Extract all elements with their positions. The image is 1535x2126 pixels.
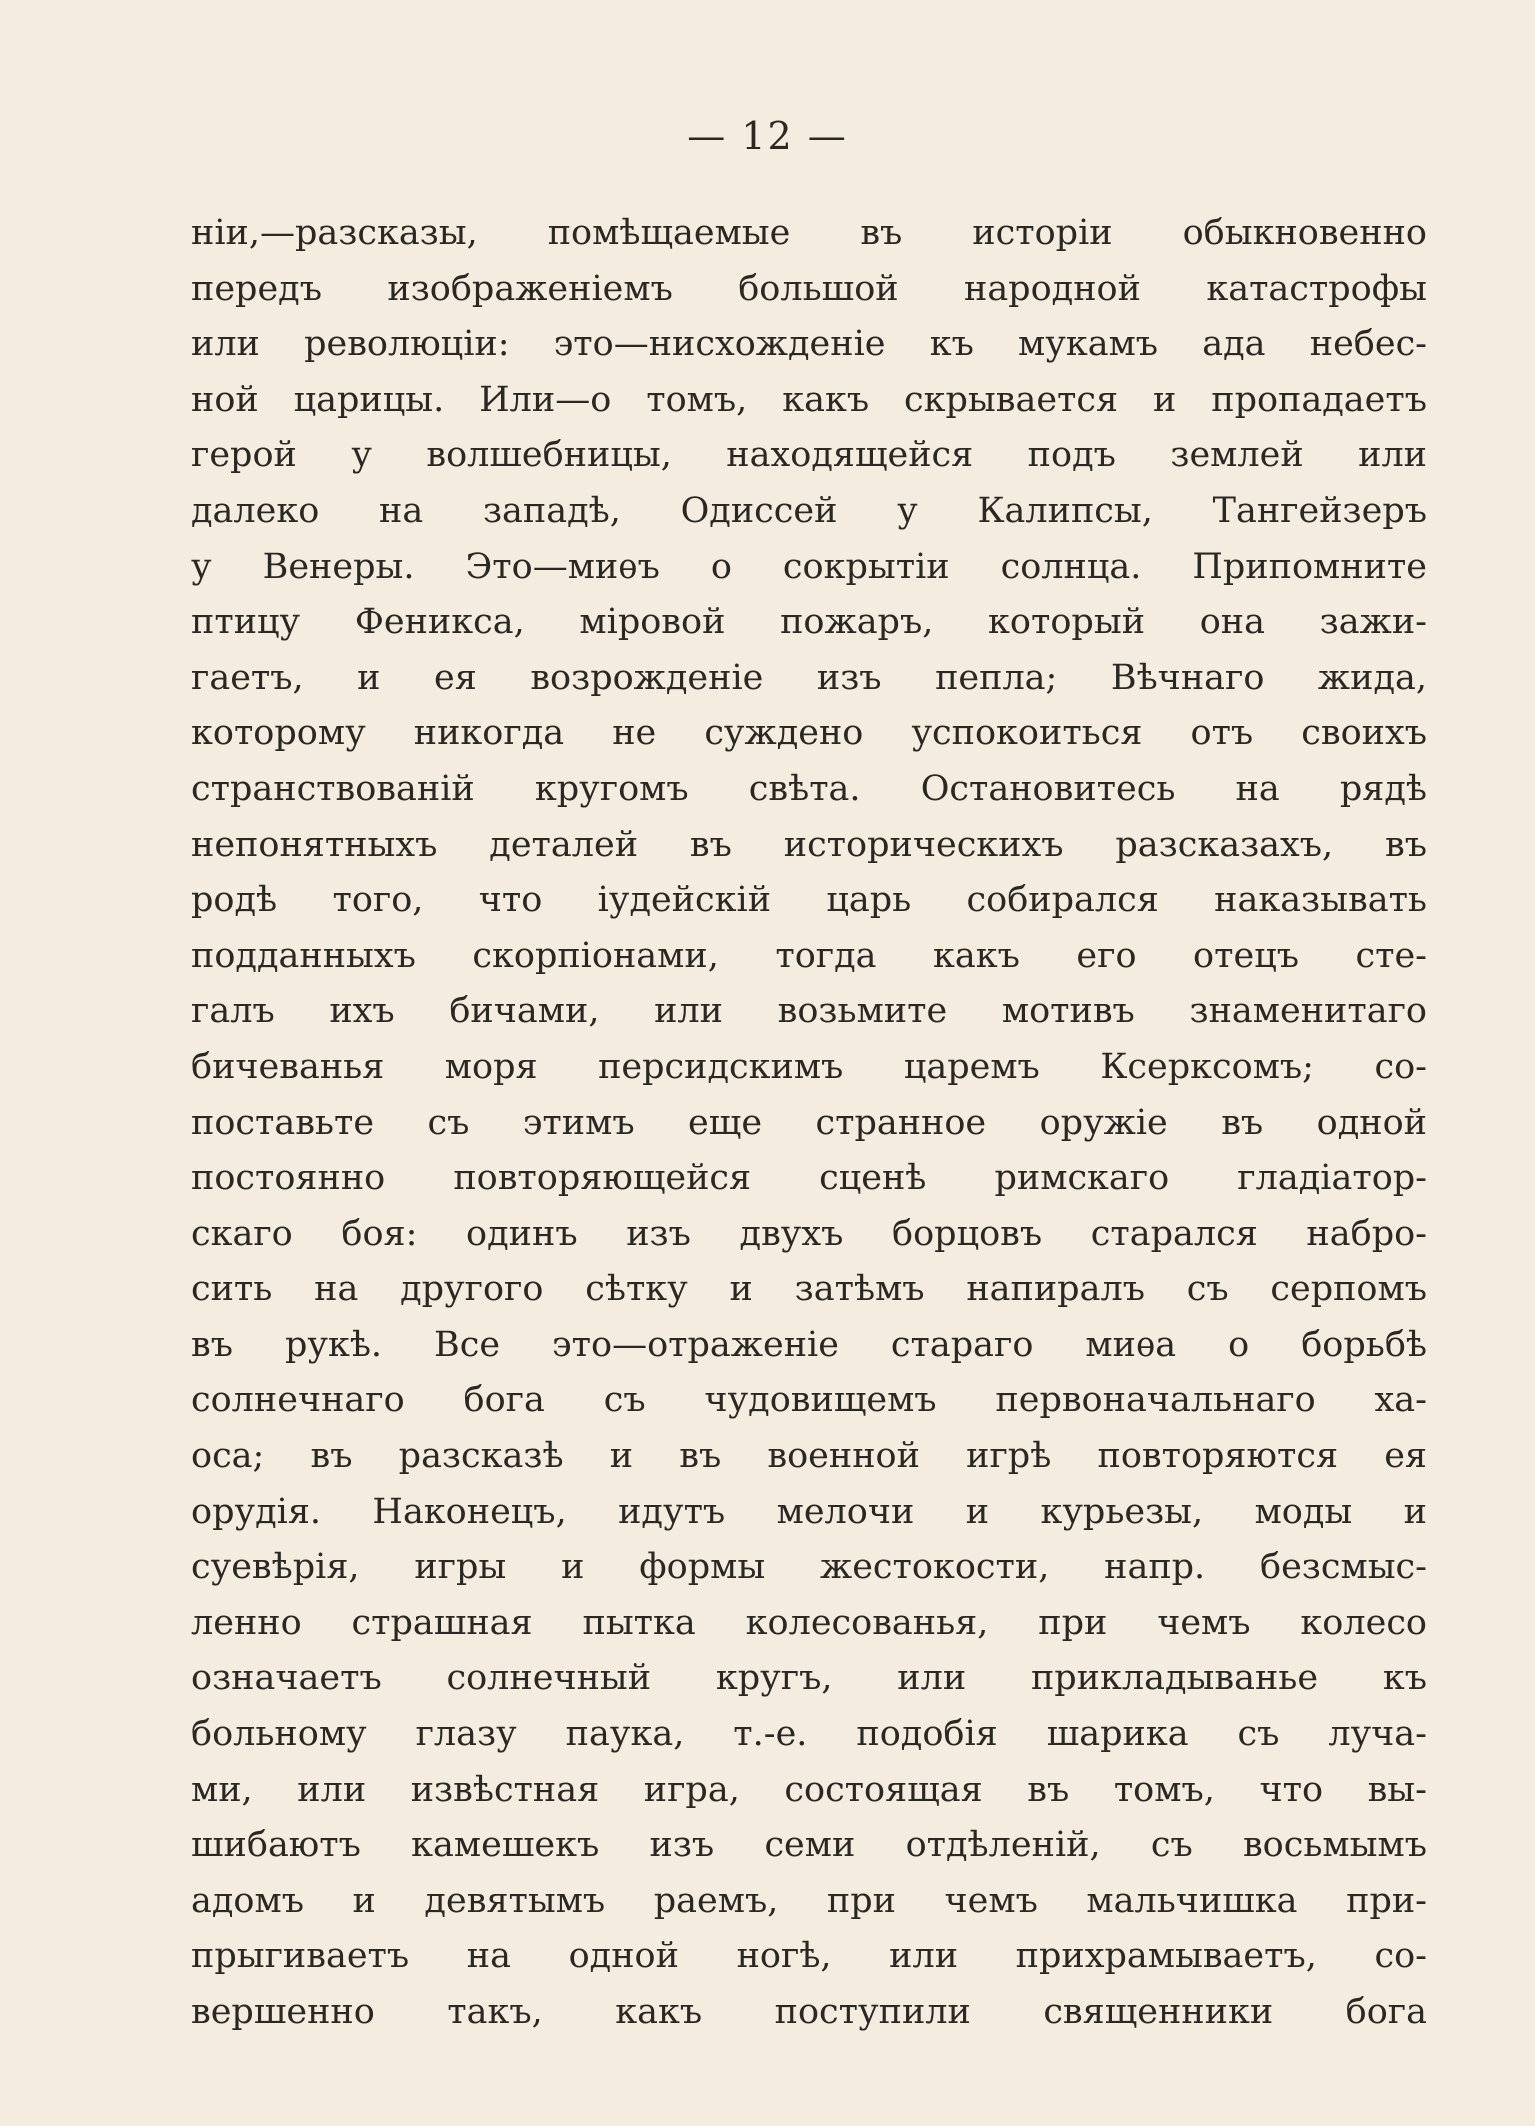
text-line: поставьте съ этимъ еще странное оружiе въ одной bbox=[191, 1102, 1427, 1143]
text-line: или революцiи: это—нисхожденiе къ мукамъ ада небес- bbox=[191, 324, 1427, 365]
text-line: адомъ и девятымъ раемъ, при чемъ мальчишка при- bbox=[191, 1880, 1427, 1921]
body-text bbox=[191, 206, 1427, 2041]
text-line: непонятныхъ деталей въ историческихъ разсказахъ, въ bbox=[191, 824, 1427, 865]
text-line: ной царицы. Или—о томъ, какъ скрывается и пропадаетъ bbox=[191, 379, 1427, 420]
text-line: вершенно такъ, какъ поступили священники бога bbox=[191, 1992, 1427, 2032]
text-line: герой у волшебницы, находящейся подъ землей или bbox=[191, 435, 1427, 476]
text-line: родѣ того, что iудейскiй царь собирался наказывать bbox=[191, 880, 1427, 921]
text-line: галъ ихъ бичами, или возьмите мотивъ знаменитаго bbox=[191, 991, 1427, 1032]
text-line: которому никогда не суждено успокоиться отъ своихъ bbox=[191, 713, 1427, 754]
text-line: орудiя. Наконецъ, идутъ мелочи и курьезы, моды и bbox=[191, 1491, 1427, 1532]
text-line: подданныхъ скорпiонами, тогда какъ его отецъ сте- bbox=[191, 935, 1427, 976]
text-line: постоянно повторяющейся сценѣ римскаго гладiатор- bbox=[191, 1158, 1427, 1199]
text-line: ленно страшная пытка колесованья, при чемъ колесо bbox=[191, 1602, 1427, 1643]
text-line: далеко на западѣ, Одиссей у Калипсы, Тангейзеръ bbox=[191, 490, 1427, 531]
text-line: оса; въ разсказѣ и въ военной игрѣ повторяются ея bbox=[191, 1436, 1427, 1477]
text-line: странствованiй кругомъ свѣта. Остановитесь на рядѣ bbox=[191, 768, 1427, 809]
text-line: означаетъ солнечный кругъ, или прикладыванье къ bbox=[191, 1658, 1427, 1699]
text-line: въ рукѣ. Все это—отраженiе стараго миѳа о борьбѣ bbox=[191, 1324, 1427, 1365]
text-line: сить на другого сѣтку и затѣмъ напиралъ съ серпомъ bbox=[191, 1269, 1427, 1310]
text-line: бичеванья моря персидскимъ царемъ Ксерксомъ; со- bbox=[191, 1046, 1427, 1087]
text-line: больному глазу паука, т.-е. подобiя шарика съ луча- bbox=[191, 1714, 1427, 1755]
page-number: — 12 — bbox=[687, 114, 848, 158]
text-line: скаго боя: одинъ изъ двухъ борцовъ старался набро- bbox=[191, 1213, 1427, 1254]
text-line: птицу Феникса, мiровой пожаръ, который она зажи- bbox=[191, 602, 1427, 643]
text-line: солнечнаго бога съ чудовищемъ первоначальнаго ха- bbox=[191, 1380, 1427, 1421]
text-line: у Венеры. Это—миѳъ о сокрытiи солнца. Припомните bbox=[191, 546, 1427, 587]
text-line: гаетъ, и ея возрожденiе изъ пепла; Вѣчнаго жида, bbox=[191, 657, 1427, 698]
text-line: шибаютъ камешекъ изъ семи отдѣленiй, съ восьмымъ bbox=[191, 1825, 1427, 1866]
text-line: нiи,—разсказы, помѣщаемые въ исторiи обыкновенно bbox=[191, 213, 1427, 253]
text-line: прыгиваетъ на одной ногѣ, или прихрамываетъ, со- bbox=[191, 1936, 1427, 1977]
text-line: ми, или извѣстная игра, состоящая въ томъ, что вы- bbox=[191, 1769, 1427, 1810]
text-line: суевѣрiя, игры и формы жестокости, напр. безсмыс- bbox=[191, 1547, 1427, 1588]
text-line: передъ изображенiемъ большой народной катастрофы bbox=[191, 268, 1427, 309]
